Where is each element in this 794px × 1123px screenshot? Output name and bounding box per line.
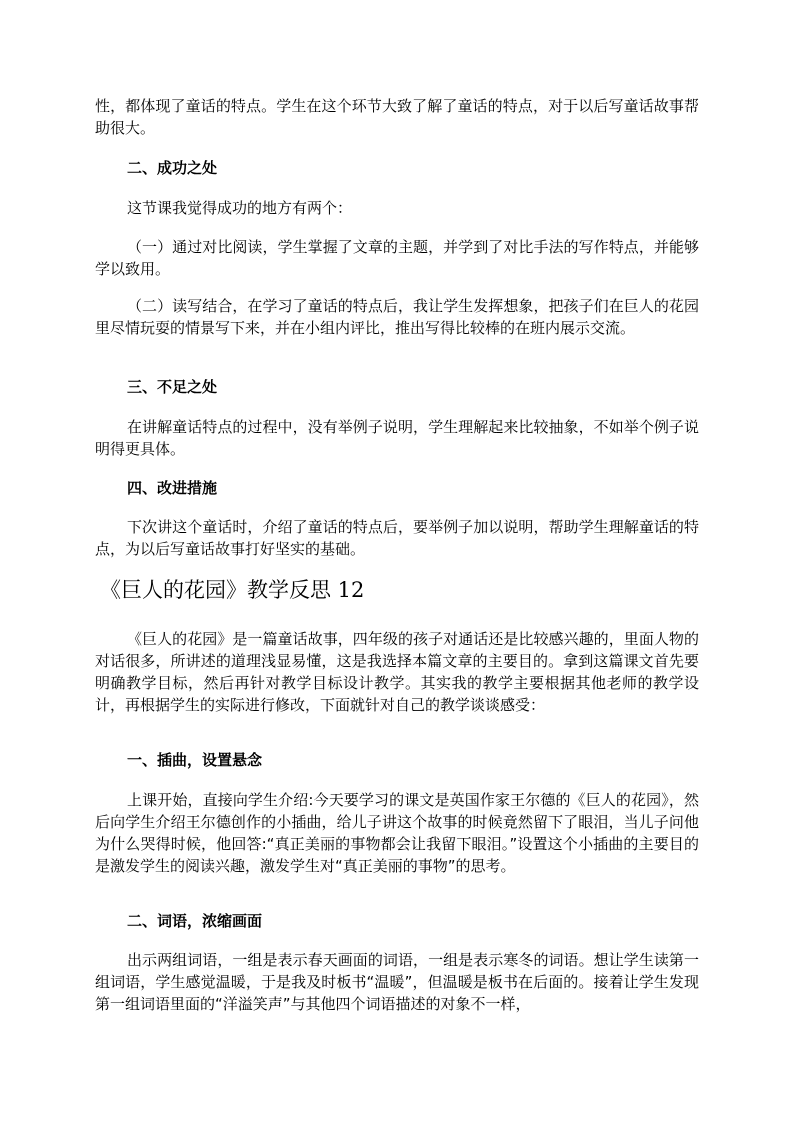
paragraph-vocabulary: 出示两组词语，一组是表示春天画面的词语，一组是表示寒冬的词语。想让学生读第一组词语，学生感觉温暖，于是我及时板书“温暖”，但温暖是板书在后面的。接着让学生发现第一组词语里面的“洋溢笑声”与其他四个词语描述的对象不一样， bbox=[95, 951, 699, 1013]
paragraph-success-point-1: （一）通过对比阅读，学生掌握了文章的主题，并学到了对比手法的写作特点，并能够学以致用。 bbox=[95, 238, 699, 278]
paragraph-continuation: 性，都体现了童话的特点。学生在这个环节大致了解了童话的特点，对于以后写童话故事帮助很大。 bbox=[95, 97, 699, 137]
section-title: 《巨人的花园》教学反思 12 bbox=[100, 578, 365, 602]
paragraph-shortcoming: 在讲解童话特点的过程中，没有举例子说明，学生理解起来比较抽象，不如举个例子说明得更具体。 bbox=[95, 418, 699, 458]
heading-episode: 一、插曲，设置悬念 bbox=[127, 751, 263, 769]
paragraph-success-intro: 这节课我觉得成功的地方有两个： bbox=[127, 199, 353, 217]
paragraph-improvement: 下次讲这个童话时，介绍了童话的特点后，要举例子加以说明，帮助学生理解童话的特点，为以后写童话故事打好坚实的基础。 bbox=[95, 518, 699, 558]
heading-vocabulary: 二、词语，浓缩画面 bbox=[127, 912, 263, 930]
paragraph-success-point-2: （二）读写结合，在学习了童话的特点后，我让学生发挥想象，把孩子们在巨人的花园里尽情玩耍的情景写下来，并在小组内评比，推出写得比较棒的在班内展示交流。 bbox=[95, 297, 699, 337]
paragraph-intro: 《巨人的花园》是一篇童话故事，四年级的孩子对通话还是比较感兴趣的，里面人物的对话很多，所讲述的道理浅显易懂，这是我选择本篇文章的主要目的。拿到这篇课文首先要明确教学目标，然后再针对教学目标设计教学。其实我的教学主要根据其他老师的教学设计，再根据学生的实际进行修改，下面就针对自己的教学谈谈感受： bbox=[95, 630, 699, 714]
heading-improvement: 四、改进措施 bbox=[127, 479, 218, 497]
heading-success: 二、成功之处 bbox=[127, 159, 218, 177]
heading-shortcoming: 三、不足之处 bbox=[127, 378, 218, 396]
paragraph-episode: 上课开始，直接向学生介绍:今天要学习的课文是英国作家王尔德的《巨人的花园》，然后向学生介绍王尔德创作的小插曲，给儿子讲这个故事的时候竟然留下了眼泪，当儿子问他为什么哭得时候，他回答:“真正美丽的事物都会让我留下眼泪。”设置这个小插曲的主要目的是激发学生的阅读兴趣，激发学生对“真正美丽的事物”的思考。 bbox=[95, 791, 699, 875]
